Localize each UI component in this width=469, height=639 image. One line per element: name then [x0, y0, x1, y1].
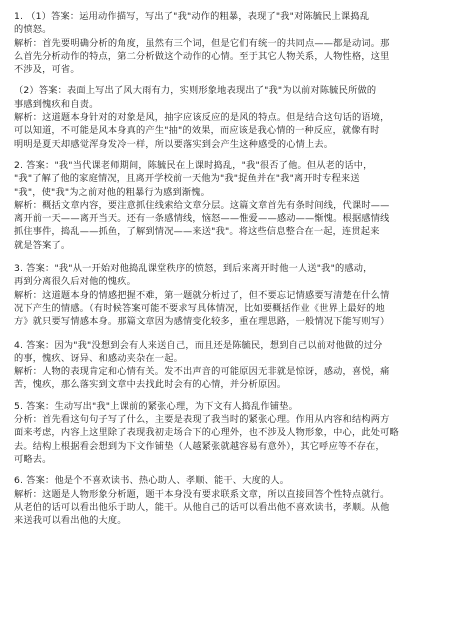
- text-line: "我"，使"我"为之前对他的粗暴行为感到渐愧。: [14, 186, 211, 198]
- answer-item: [14, 84, 457, 150]
- text-line: 从老伯的话可以看出他乐于助人，能干。从他自己的话可以看出他不喜欢读书，孝顺。从他: [14, 501, 390, 513]
- text-line: 的愤怒。: [14, 24, 52, 36]
- text-line: 事感到愧疚和自责。: [14, 98, 99, 110]
- text-line: 离开前一天——离开当天。还有一条感情线，恼怒——惟爱——感动——惭愧。根据感情线: [14, 213, 390, 225]
- text-line: 么首先分析动作的特点，第二分析做这个动作的心情。至于其它人物关系，人物性格，这里: [14, 50, 390, 62]
- text-line: 来送我可以看出他的大度。: [14, 515, 127, 527]
- text-line: 解析：这道题本身针对的对象是风，抽字应该反应的是风的特点。但是结合这句话的语境，: [14, 112, 390, 124]
- answer-item: [14, 159, 457, 252]
- text-line: 5. 答案：生动写出"我"上课前的紧张心理，为下文有人捣乱作铺垫。: [14, 400, 298, 412]
- text-line: 1. （1）答案：运用动作描写，写出了"我"动作的粗暴，表现了"我"对陈毓民上课捣乱: [14, 11, 370, 22]
- text-line: 可略去。: [14, 453, 52, 465]
- text-line: （2）答案：表面上写出了风大雨有力，实则形象地表现出了"我"为以前对陈毓民所做的: [14, 85, 377, 97]
- text-line: 2. 答案："我"当代课老师期间，陈毓民在上课时捣乱，"我"很否了他。但从老的话中，: [14, 159, 373, 171]
- text-line: 况下产生的情感。（有时候答案可能不要求写具体情况，比如要概括作业《世界上最好的地: [14, 302, 385, 314]
- answer-item: [14, 262, 457, 328]
- text-line: 分析：首先看这句句子写了什么，主要是表现了我当时的紧张心理。作用从内容和结构两方: [14, 414, 390, 426]
- text-line: 去。结构上根据看会想到为下文作铺垫（人越紧张就越容易有意外），其它呼应等不存在，: [14, 440, 385, 452]
- text-line: 的事，愧疚、讶异、和感动夹杂在一起。: [14, 352, 183, 364]
- answer-item: [14, 474, 457, 527]
- text-line: 再到分离很久后对他的愧疚。: [14, 276, 137, 288]
- text-line: 苦，愧疚，那么落实到文章中去找此时会有的心情，并分析原因。: [14, 379, 287, 391]
- answer-item: [14, 339, 457, 392]
- text-line: 方》就只要写情感本身。那篇文章因为感情变化较多，重在理思路，一般情况下能写则写）: [14, 316, 390, 328]
- text-line: 6. 答案：他是个不喜欢读书、热心助人、孝顺、能干、大度的人。: [14, 475, 290, 487]
- answer-item: [14, 10, 457, 76]
- text-line: 解析：首先要明确分析的角度，虽然有三个词，但是它们有统一的共同点——都是动词。那: [14, 37, 390, 49]
- text-line: 4. 答案：因为"我"没想到会有人来送自己，而且还是陈毓民，想到自己以前对他做的过分: [14, 339, 383, 351]
- text-line: "我"了解了他的家庭情况，且离开学校前一天他为"我"捉鱼并在"我"离开时专程来送: [14, 173, 360, 185]
- text-line: 可以知道，不可能是风本身真的产生"抽"的效果，而应该是我心情的一种反应，就像有时: [14, 125, 380, 137]
- text-line: 不涉及，可省。: [14, 64, 80, 76]
- text-line: 解析：概括文章内容，要注意抓住线索给文章分层。这篇文章首先有条时间线，代课时——: [14, 199, 390, 211]
- answer-item: [14, 400, 457, 466]
- text-line: 就是答案了。: [14, 239, 71, 251]
- text-line: 解析：人物的表现肯定和心情有关。发不出声音的可能原因无非就是惊讶，感动，喜悦，痛: [14, 366, 390, 378]
- text-line: 解析：这道题本身的情感把握不难，第一题就分析过了，但不要忘记情感要写清楚在什么情: [14, 289, 390, 301]
- text-line: 抓住事件，捣乱——抓鱼，了解到情况——来送"我"。将这些信息整合在一起，连贯起来: [14, 226, 380, 238]
- text-line: 3. 答案："我"从一开始对他捣乱课堂秩序的愤怒，到后来离开时他一人送"我"的感动，: [14, 263, 373, 275]
- text-line: 面来考虑，内容上这里除了表现我初走场合下的心理外，也不涉及人物形象，中心，此处可略: [14, 427, 399, 439]
- text-line: 解析：这题是人物形象分析题，题干本身没有要求联系文章，所以直接回答个性特点就行。: [14, 488, 390, 500]
- text-line: 明明是夏天却感觉浑身发冷一样，所以要落实到会产生这种感受的心情上去。: [14, 138, 334, 150]
